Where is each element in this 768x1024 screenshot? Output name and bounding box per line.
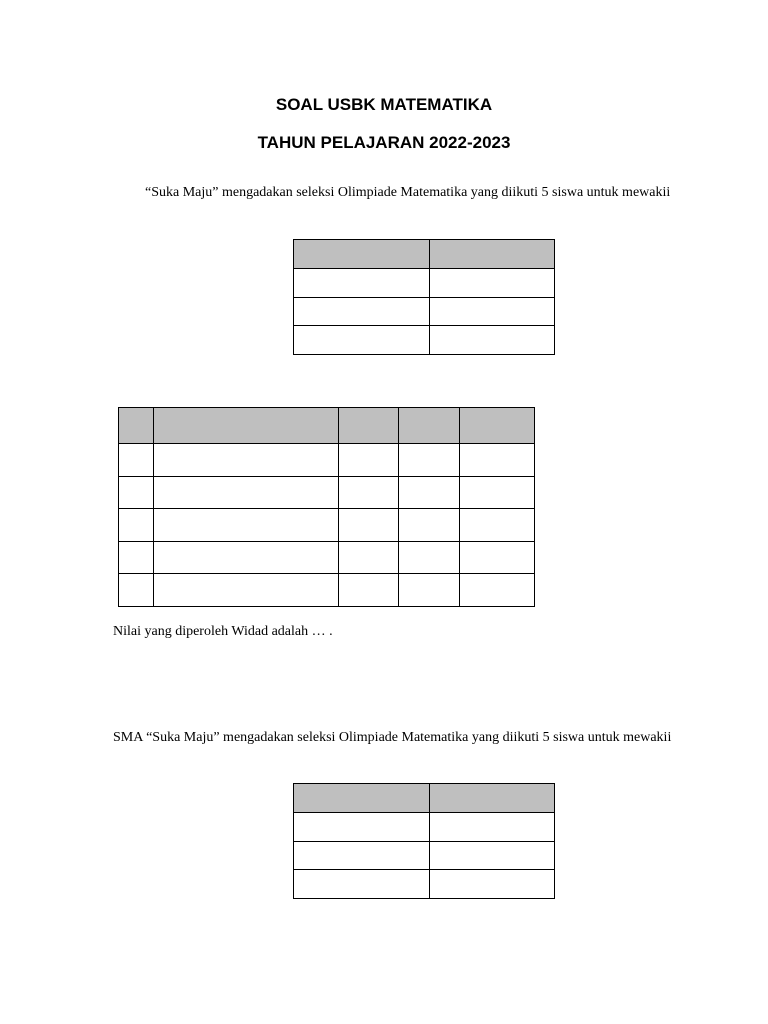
table-cell xyxy=(399,476,460,509)
score-table-1 xyxy=(293,239,555,355)
question-paragraph-1: “Suka Maju” mengadakan seleksi Olimpiade Matematika yang diikuti 5 siswa untuk mewakii xyxy=(145,185,671,200)
table-row xyxy=(294,870,555,899)
table-cell xyxy=(294,870,430,899)
table-row xyxy=(294,841,555,870)
student-score-table xyxy=(118,407,535,607)
table-cell xyxy=(460,574,535,607)
table-cell xyxy=(154,509,339,542)
table-cell xyxy=(430,870,555,899)
table-row xyxy=(119,574,535,607)
table-row xyxy=(119,509,535,542)
table-cell xyxy=(339,444,399,477)
table-row xyxy=(119,541,535,574)
table-cell xyxy=(399,509,460,542)
table-cell xyxy=(294,326,430,355)
table-cell xyxy=(460,476,535,509)
table-cell xyxy=(294,841,430,870)
table-row xyxy=(294,326,555,355)
table-cell xyxy=(119,476,154,509)
table-cell xyxy=(430,268,555,297)
table-cell xyxy=(119,444,154,477)
table-cell xyxy=(154,574,339,607)
table-header-cell xyxy=(119,408,154,444)
table-cell xyxy=(460,509,535,542)
table-cell xyxy=(399,444,460,477)
question-stem: Nilai yang diperoleh Widad adalah … . xyxy=(113,624,333,639)
table-header-row xyxy=(294,784,555,813)
table-row xyxy=(294,268,555,297)
table-cell xyxy=(294,812,430,841)
table-cell xyxy=(430,326,555,355)
table-cell xyxy=(339,574,399,607)
document-title: SOAL USBK MATEMATIKA xyxy=(275,95,493,114)
table-header-cell xyxy=(154,408,339,444)
table-cell xyxy=(339,541,399,574)
table-cell xyxy=(119,541,154,574)
table-cell xyxy=(339,509,399,542)
table-cell xyxy=(399,541,460,574)
table-cell xyxy=(460,541,535,574)
table-header-cell xyxy=(294,784,430,813)
score-table-2 xyxy=(293,783,555,899)
table-header-cell xyxy=(430,784,555,813)
table-cell xyxy=(119,574,154,607)
table-cell xyxy=(430,297,555,326)
table-row xyxy=(119,476,535,509)
table-cell xyxy=(154,444,339,477)
table-header-cell xyxy=(460,408,535,444)
table-header-row xyxy=(294,240,555,269)
table-cell xyxy=(430,812,555,841)
table-cell xyxy=(154,541,339,574)
table-cell xyxy=(119,509,154,542)
table-cell xyxy=(399,574,460,607)
table-cell xyxy=(339,476,399,509)
table-header-cell xyxy=(430,240,555,269)
table-cell xyxy=(294,268,430,297)
table-cell xyxy=(460,444,535,477)
table-header-cell xyxy=(339,408,399,444)
table-row xyxy=(119,444,535,477)
table-row xyxy=(294,812,555,841)
question-paragraph-2: SMA “Suka Maju” mengadakan seleksi Olimpiade Matematika yang diikuti 5 siswa untuk mewakii xyxy=(113,730,672,745)
table-cell xyxy=(294,297,430,326)
table-header-row xyxy=(119,408,535,444)
document-subtitle: TAHUN PELAJARAN 2022-2023 xyxy=(257,133,511,152)
table-header-cell xyxy=(294,240,430,269)
table-cell xyxy=(154,476,339,509)
table-header-cell xyxy=(399,408,460,444)
table-row xyxy=(294,297,555,326)
table-cell xyxy=(430,841,555,870)
